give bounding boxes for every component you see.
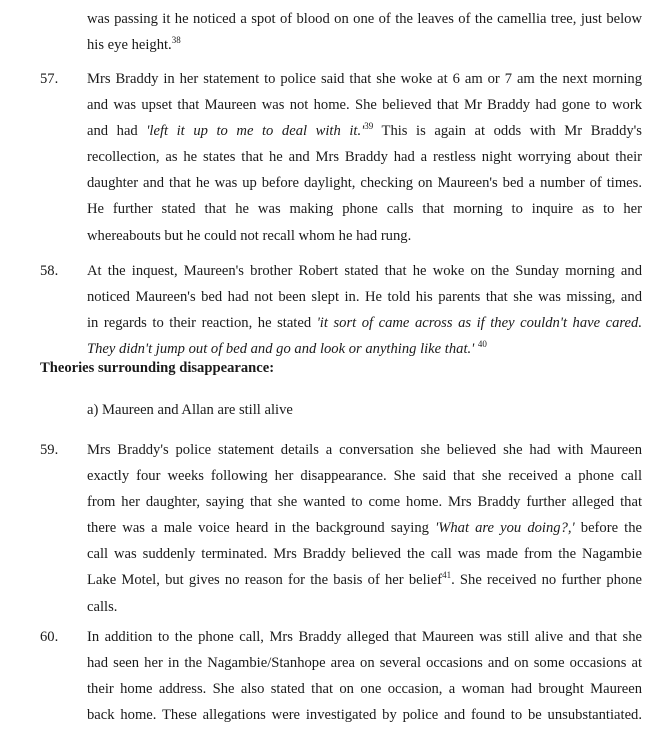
text-line: and was upset that Maureen was not home. She believed that Mr Braddy had gone to work	[87, 97, 642, 114]
paragraph-number: 60.	[40, 629, 59, 645]
section-heading: Theories surrounding disappearance:	[40, 360, 275, 376]
text-line: Mrs Braddy in her statement to police said that she woke at 6 am or 7 am the next morning	[87, 71, 642, 87]
text-line: whereabouts but he could not recall whom he had rung.	[87, 227, 412, 244]
text-line: in regards to their reaction, he stated 'it sort of came across as if they couldn't have cared.	[87, 315, 642, 332]
text-line: call was suddenly terminated. Mrs Braddy believed the call was made from the Nagambie	[87, 546, 642, 563]
text-line: Lake Motel, but gives no reason for the basis of her belief$^{41}$. She received no further phone	[87, 570, 642, 589]
text-line: They didn't jump out of bed and go and look or anything like that.' $^{40}$	[87, 339, 487, 358]
text-line: noticed Maureen's bed had not been slept in. He told his parents that she was missing, and	[87, 289, 642, 306]
text-line: his eye height.$^{38}$	[87, 35, 181, 54]
paragraph-text	[87, 624, 642, 728]
footnote-ref: 41	[442, 570, 452, 581]
paragraph-56-continuation	[87, 6, 642, 58]
text-line: had seen her in the Nagambie/Stanhope area on several occasions and on some occasions at	[87, 655, 642, 672]
footnote-ref: 38	[171, 35, 181, 46]
footnote-ref: 40	[477, 339, 487, 350]
text-line: At the inquest, Maureen's brother Robert stated that he woke on the Sunday morning and	[87, 263, 642, 279]
text-line: calls.	[87, 598, 118, 615]
text-line: was passing it he noticed a spot of blood on one of the leaves of the camellia tree, just below	[87, 11, 642, 27]
text-line: In addition to the phone call, Mrs Braddy alleged that Maureen was still alive and that she	[87, 629, 642, 645]
text-line: their home address. She also stated that on one occasion, a woman had brought Maureen	[87, 681, 642, 698]
text-line: from her daughter, saying that she wanted to come home. Mrs Braddy further alleged that	[87, 494, 642, 511]
text-line: there was a male voice heard in the background saying 'What are you doing?,' before the	[87, 520, 642, 537]
subsection-heading: a) Maureen and Allan are still alive	[87, 402, 293, 418]
text-line: daughter and that he was up before daylight, checking on Maureen's bed a number of times.	[87, 175, 642, 192]
footnote-ref: 39	[364, 121, 374, 132]
text-line: recollection, as he states that he and Mrs Braddy had a restless night worrying about their	[87, 149, 642, 166]
text-line: exactly four weeks following her disappearance. She said that she received a phone call	[87, 468, 642, 485]
paragraph-text	[87, 258, 642, 362]
text-line: and had 'left it up to me to deal with $it.'^{39}$ This is again at odds with Mr Braddy's	[87, 121, 642, 140]
paragraph-number: 58.	[40, 263, 59, 279]
text-line: He further stated that he was making phone calls that morning to inquire as to her	[87, 201, 642, 218]
text-line: Mrs Braddy's police statement details a conversation she believed she had with Maureen	[87, 442, 642, 458]
paragraph-number: 59.	[40, 442, 59, 458]
paragraph-number: 57.	[40, 71, 59, 87]
paragraph-text	[87, 437, 642, 620]
text-line: back home. These allegations were investigated by police and found to be unsubstantiated.	[87, 707, 642, 724]
paragraph-text	[87, 66, 642, 249]
